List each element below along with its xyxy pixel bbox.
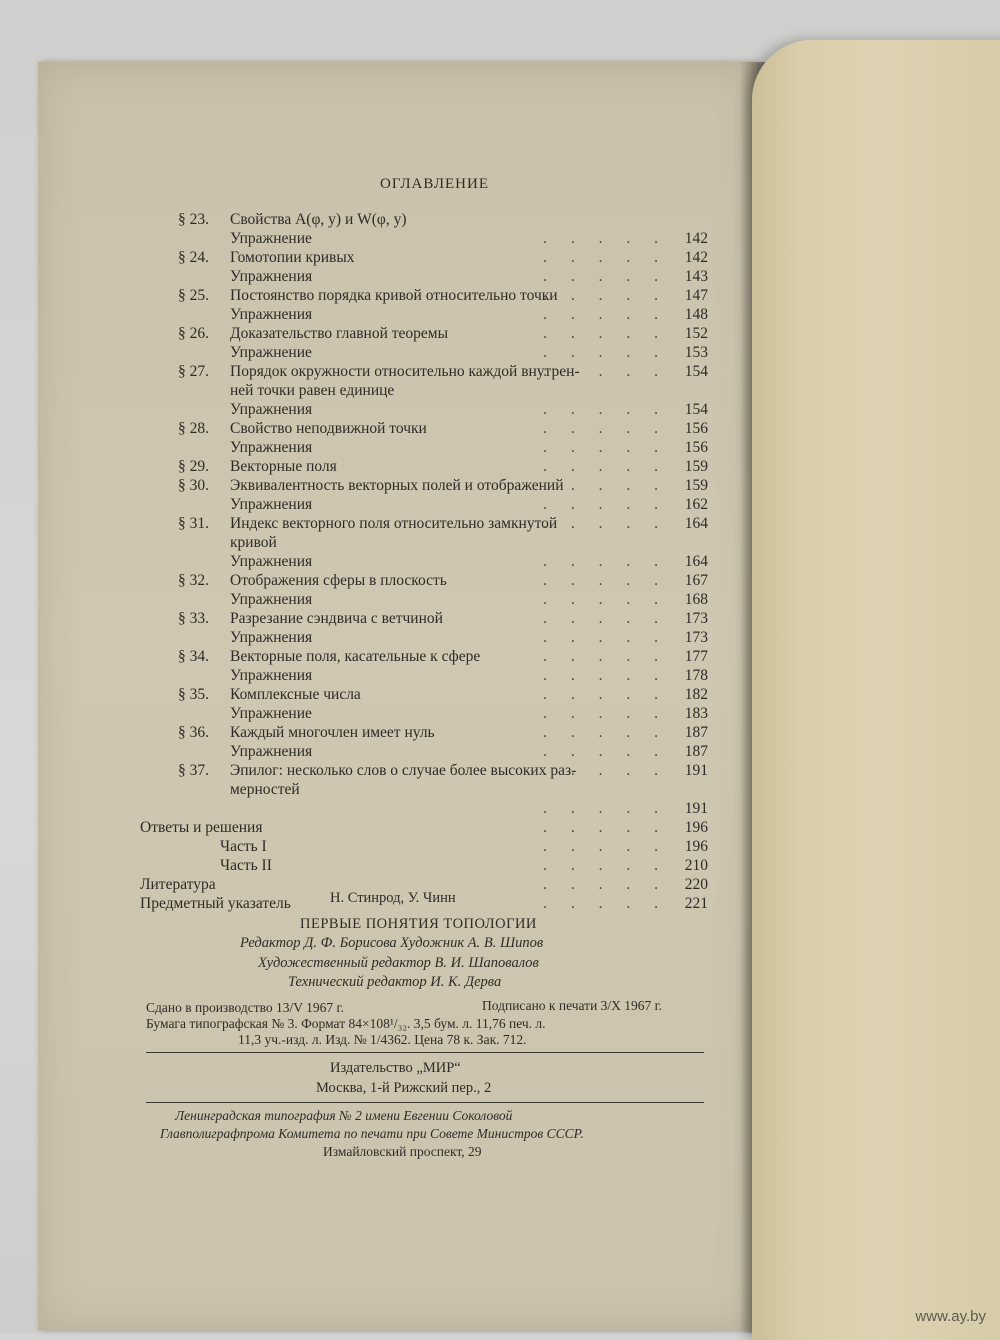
toc-entry-label: Упражнения <box>230 306 313 323</box>
toc-leader-dots: . . . . . <box>543 800 668 817</box>
toc-entry <box>140 761 708 781</box>
toc-entry <box>140 248 708 268</box>
toc-entry-label: Часть I <box>220 838 267 855</box>
toc-entry <box>140 742 708 762</box>
toc-page-number: 191 <box>684 800 708 817</box>
imprint-divider-1 <box>146 1052 704 1053</box>
toc-page-number: 142 <box>684 230 708 247</box>
toc-entry-label: Доказательство главной теоремы <box>230 325 449 342</box>
toc-leader-dots: . . . . . <box>543 648 668 665</box>
toc-entry-label: Комплексные числа <box>230 686 361 703</box>
toc-entry-label: Упражнения <box>230 553 313 570</box>
toc-entry <box>140 837 708 857</box>
toc-section-number: § 36. <box>178 724 209 741</box>
toc-page-number: 210 <box>684 857 708 874</box>
toc-section-number: § 34. <box>178 648 209 665</box>
toc-entry <box>140 343 708 363</box>
toc-entry-label: Упражнения <box>230 743 313 760</box>
toc-entry-label: Отображения сферы в плоскость <box>230 572 447 589</box>
toc-page-number: 221 <box>684 895 708 912</box>
imprint-printer-2: Главполиграфпрома Комитета по печати при Совете Министров СССР. <box>160 1126 584 1141</box>
toc-entry-label: Упражнения <box>230 401 313 418</box>
toc-leader-dots: . . . . . <box>543 515 668 532</box>
toc-entry <box>140 514 708 534</box>
toc-entry-label: Гомотопии кривых <box>230 249 355 266</box>
toc-entry-label: Индекс векторного поля относительно замкнутой <box>230 515 558 532</box>
toc-page-number: 162 <box>684 496 708 513</box>
toc-entry <box>140 647 708 667</box>
toc-entry-label: Упражнения <box>230 496 313 513</box>
toc-section-number: § 24. <box>178 249 209 266</box>
toc-entry-label: Упражнения <box>230 591 313 608</box>
toc-page-number: 153 <box>684 344 708 361</box>
imprint-art-editor: Художественный редактор В. И. Шаповалов <box>258 955 539 971</box>
toc-section-number: § 26. <box>178 325 209 342</box>
toc-leader-dots: . . . . . <box>543 553 668 570</box>
toc-page-number: 164 <box>684 553 708 570</box>
toc-page-number: 142 <box>684 249 708 266</box>
toc-page-number: 168 <box>684 591 708 608</box>
toc-leader-dots: . . . . . <box>543 230 668 247</box>
toc-entry <box>140 362 708 382</box>
toc-section-number: § 25. <box>178 287 209 304</box>
imprint-print-left: Сдано в производство 13/V 1967 г. <box>146 1000 344 1015</box>
toc-leader-dots: . . . . . <box>543 363 668 380</box>
imprint-printer-3: Измайловский проспект, 29 <box>323 1144 482 1159</box>
toc-entry-label: Упражнения <box>230 667 313 684</box>
book-cover-flap <box>752 40 1000 1340</box>
toc-entry-label: Векторные поля, касательные к сфере <box>230 648 481 665</box>
toc-section-number: § 23. <box>178 211 209 228</box>
toc-entry-label: Упражнения <box>230 268 313 285</box>
toc-leader-dots: . . . . . <box>543 838 668 855</box>
toc-entry-label: Упражнение <box>230 344 312 361</box>
toc-entry-label: Разрезание сэндвича с ветчиной <box>230 610 443 627</box>
toc-section-number: § 31. <box>178 515 209 532</box>
toc-section-number: § 33. <box>178 610 209 627</box>
toc-entry <box>140 571 708 591</box>
toc-entry <box>140 419 708 439</box>
toc-entry <box>140 267 708 287</box>
imprint-address: Москва, 1-й Рижский пер., 2 <box>316 1080 492 1096</box>
imprint-printer-1: Ленинградская типография № 2 имени Евгении Соколовой <box>175 1108 513 1123</box>
toc-entry <box>140 704 708 724</box>
toc-section-number: § 30. <box>178 477 209 494</box>
toc-entry <box>140 457 708 477</box>
toc-entry-label: мерностей <box>230 781 300 798</box>
toc-leader-dots: . . . . . <box>543 249 668 266</box>
toc-entry <box>140 400 708 420</box>
imprint-book-title: ПЕРВЫЕ ПОНЯТИЯ ТОПОЛОГИИ <box>300 916 537 932</box>
toc-entry-label: Ответы и решения <box>140 819 263 836</box>
toc-leader-dots: . . . . . <box>543 306 668 323</box>
toc-page-number: 220 <box>684 876 708 893</box>
toc-entry <box>140 476 708 496</box>
toc-page-number: 182 <box>684 686 708 703</box>
imprint-print-sheets: 11,3 уч.-изд. л. Изд. № 1/4362. Цена 78 к. Зак. 712. <box>238 1032 527 1047</box>
toc-leader-dots: . . . . . <box>543 439 668 456</box>
toc-page-number: 187 <box>684 743 708 760</box>
toc-section-number: § 37. <box>178 762 209 779</box>
toc-page-number: 178 <box>684 667 708 684</box>
imprint-publisher: Издательство „МИР“ <box>330 1060 461 1076</box>
toc-title: ОГЛАВЛЕНИЕ <box>380 176 489 192</box>
toc-entry <box>140 818 708 838</box>
toc-page-number: 183 <box>684 705 708 722</box>
toc-page-number: 143 <box>684 268 708 285</box>
toc-entry-label: Векторные поля <box>230 458 337 475</box>
toc-page-number: 159 <box>684 458 708 475</box>
toc-page-number: 177 <box>684 648 708 665</box>
toc-section-number: § 29. <box>178 458 209 475</box>
toc-page-number: 167 <box>684 572 708 589</box>
toc-page-number: 148 <box>684 306 708 323</box>
imprint-tech-editor: Технический редактор И. К. Дерва <box>288 974 502 990</box>
toc-leader-dots: . . . . . <box>543 572 668 589</box>
toc-entry <box>140 381 708 401</box>
toc-entry <box>140 533 708 553</box>
toc-section-number: § 35. <box>178 686 209 703</box>
toc-entry-label: ней точки равен единице <box>230 382 395 399</box>
toc-entry-label: Эквивалентность векторных полей и отображений <box>230 477 564 494</box>
toc-entry-label: Предметный указатель <box>140 895 291 912</box>
imprint-divider-2 <box>146 1102 704 1103</box>
toc-leader-dots: . . . . . <box>543 724 668 741</box>
watermark-text: www.ay.by <box>915 1308 986 1325</box>
toc-entry-label: Упражнение <box>230 705 312 722</box>
toc-entry-label: Литература <box>140 876 216 893</box>
toc-leader-dots: . . . . . <box>543 268 668 285</box>
toc-entry <box>140 552 708 572</box>
toc-entry <box>140 438 708 458</box>
imprint-authors: Н. Стинрод, У. Чинн <box>330 890 456 906</box>
toc-entry <box>140 590 708 610</box>
toc-leader-dots: . . . . . <box>543 344 668 361</box>
toc-entry-label: кривой <box>230 534 277 551</box>
toc-page-number: 147 <box>684 287 708 304</box>
toc-page-number: 187 <box>684 724 708 741</box>
toc-leader-dots: . . . . . <box>543 591 668 608</box>
toc-leader-dots: . . . . . <box>543 686 668 703</box>
toc-leader-dots: . . . . . <box>543 610 668 627</box>
toc-entry-label: Упражнения <box>230 629 313 646</box>
toc-leader-dots: . . . . . <box>543 287 668 304</box>
toc-leader-dots: . . . . . <box>543 401 668 418</box>
toc-page-number: 191 <box>684 762 708 779</box>
toc-entry-label: Упражнения <box>230 439 313 456</box>
toc-entry <box>140 324 708 344</box>
toc-section-number: § 28. <box>178 420 209 437</box>
toc-entry <box>140 780 708 800</box>
toc-entry <box>140 685 708 705</box>
toc-page-number: 173 <box>684 610 708 627</box>
toc-entry-label: Часть II <box>220 857 272 874</box>
toc-entry <box>140 856 708 876</box>
toc-section-number: § 32. <box>178 572 209 589</box>
toc-entry <box>140 799 708 819</box>
toc-page-number: 156 <box>684 439 708 456</box>
toc-leader-dots: . . . . . <box>543 629 668 646</box>
toc-leader-dots: . . . . . <box>543 496 668 513</box>
toc-entry <box>140 305 708 325</box>
toc-leader-dots: . . . . . <box>543 857 668 874</box>
toc-page-number: 159 <box>684 477 708 494</box>
toc-entry <box>140 609 708 629</box>
toc-leader-dots: . . . . . <box>543 876 668 893</box>
toc-entry-label: Постоянство порядка кривой относительно точки <box>230 287 558 304</box>
toc-leader-dots: . . . . . <box>543 705 668 722</box>
toc-leader-dots: . . . . . <box>543 325 668 342</box>
toc-leader-dots: . . . . . <box>543 477 668 494</box>
toc-page-number: 156 <box>684 420 708 437</box>
toc-leader-dots: . . . . . <box>543 420 668 437</box>
toc-page-number: 196 <box>684 819 708 836</box>
toc-page-number: 196 <box>684 838 708 855</box>
toc-entry-label: Свойства A(φ, y) и W(φ, y) <box>230 211 407 228</box>
toc-entry-label: Каждый многочлен имеет нуль <box>230 724 435 741</box>
toc-entry-label: Упражнение <box>230 230 312 247</box>
toc-leader-dots: . . . . . <box>543 667 668 684</box>
imprint-print-right: Подписано к печати 3/X 1967 г. <box>482 998 663 1013</box>
toc-entry <box>140 229 708 249</box>
toc-page-number: 154 <box>684 363 708 380</box>
toc-entry <box>140 666 708 686</box>
imprint-editor: Редактор Д. Ф. Борисова Художник А. В. Шипов <box>240 935 544 951</box>
toc-page-number: 152 <box>684 325 708 342</box>
toc-leader-dots: . . . . . <box>543 895 668 912</box>
imprint-print-format: Бумага типографская № 3. Формат 84×108¹/₃₂. 3,5 бум. л. 11,76 печ. л. <box>146 1016 546 1031</box>
toc-section-number: § 27. <box>178 363 209 380</box>
toc-leader-dots: . . . . . <box>543 458 668 475</box>
toc-entry <box>140 495 708 515</box>
toc-entry <box>140 286 708 306</box>
toc-page-number: 154 <box>684 401 708 418</box>
toc-leader-dots: . . . . . <box>543 762 668 779</box>
toc-entry <box>140 210 708 230</box>
toc-entry <box>140 723 708 743</box>
toc-leader-dots: . . . . . <box>543 743 668 760</box>
toc-page-number: 173 <box>684 629 708 646</box>
toc-page-number: 164 <box>684 515 708 532</box>
toc-entry-label: Порядок окружности относительно каждой внутрен- <box>230 363 580 380</box>
toc-entry-label: Свойство неподвижной точки <box>230 420 427 437</box>
toc-entry <box>140 628 708 648</box>
toc-entry-label: Эпилог: несколько слов о случае более высоких раз- <box>230 762 577 779</box>
toc-leader-dots: . . . . . <box>543 819 668 836</box>
